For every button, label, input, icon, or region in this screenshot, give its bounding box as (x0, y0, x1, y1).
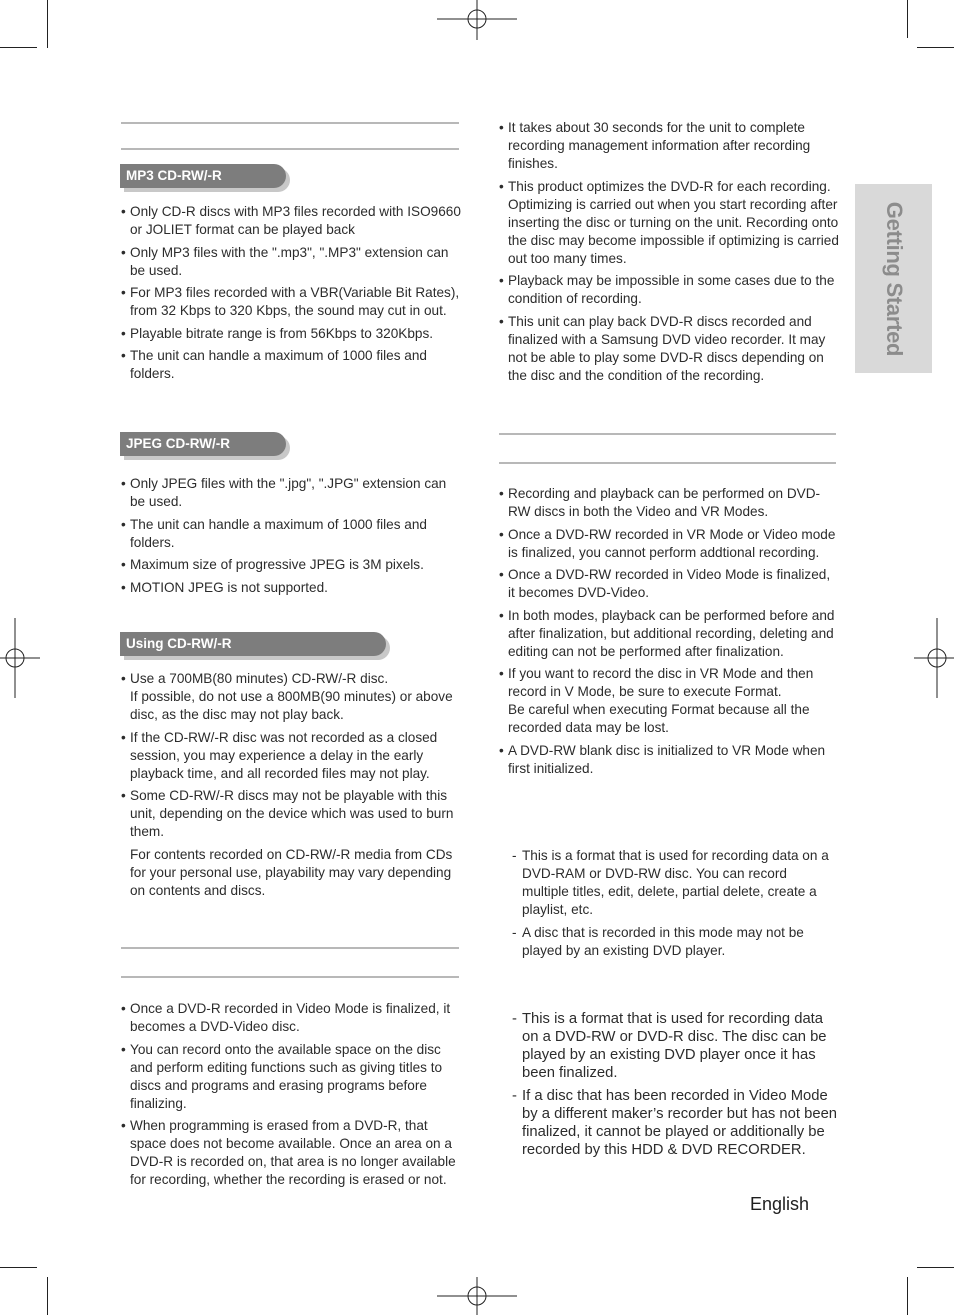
crop-mark (907, 0, 908, 38)
dvdr-notes-list (121, 1000, 461, 1194)
video-mode-list (512, 1010, 840, 1163)
list-item: • The unit can handle a maximum of 1000 files and folders. (121, 516, 427, 550)
list-item: • If you want to record the disc in VR Mode and then record in V Mode, be sure to execute Format. Be careful when executing Format because all the recorded data may be lost. (499, 666, 814, 735)
list-item: • In both modes, playback can be performed before and after finalization, but additional recording, deleting and editing can not be performed after finalization. (499, 607, 835, 659)
list-item: - A disc that is recorded in this mode may not be played by an existing DVD player. (512, 924, 804, 958)
dvdr-continued-list (499, 119, 839, 389)
crop-mark (0, 47, 37, 48)
crop-mark (917, 47, 954, 48)
cdrw-notes-list (121, 670, 461, 904)
section-rule (499, 462, 836, 464)
section-rule (121, 976, 459, 978)
crop-mark (0, 1267, 37, 1268)
registration-mark-left (0, 618, 40, 698)
list-item: • Once a DVD-RW recorded in VR Mode or Video mode is finalized, you cannot perform addtional recording. (499, 526, 836, 560)
side-tab-label: Getting Started (881, 201, 907, 356)
list-item: • Maximum size of progressive JPEG is 3M pixels. (121, 557, 424, 572)
dvdrw-notes-list (499, 485, 839, 782)
crop-mark (907, 1277, 908, 1315)
list-item: • Use a 700MB(80 minutes) CD-RW/-R disc. If possible, do not use a 800MB(90 minutes) or above disc, as the disc may not play back. (121, 671, 453, 722)
list-item: • When programming is erased from a DVD-R, that space does not become available. Once an area on a DVD-R is recorded on, that area is no longer available for recording, whether the recording is erased or not. (121, 1118, 456, 1187)
section-side-tab (855, 184, 932, 373)
list-item: • Only JPEG files with the ".jpg", ".JPG" extension can be used. (121, 476, 447, 509)
page-language-label: English (750, 1194, 810, 1214)
list-item: • This product optimizes the DVD-R for each recording. Optimizing is carried out when you start recording after inserting the disc or turning on the unit. Recording onto the disc may become impossible if optimizing is carried out too many times. (499, 178, 839, 266)
crop-mark (917, 1267, 954, 1268)
list-item: - This is a format that is used for recording data on a DVD-RAM or DVD-RW disc. You can record multiple titles, edit, delete, partial delete, create a playlist, etc. (512, 848, 829, 917)
section-rule (121, 947, 459, 949)
jpeg-section-badge (120, 432, 286, 456)
list-item: • The unit can handle a maximum of 1000 files and folders. (121, 348, 427, 381)
list-item: • Recording and playback can be performed on DVD-RW discs in both the Video and VR Modes. (499, 486, 821, 519)
list-item: • Only MP3 files with the ".mp3", ".MP3" extension can be used. (121, 244, 449, 278)
crop-mark (47, 0, 48, 48)
list-item: - This is a format that is used for recording data on a DVD-RW or DVD-R disc. The disc can be played by an existing DVD player once it has been finalized. (512, 1011, 827, 1081)
list-item: • Only CD-R discs with MP3 files recorded with ISO9660 or JOLIET format can be played back (121, 204, 461, 237)
list-item: • Playback may be impossible in some cases due to the condition of recording. (499, 273, 835, 306)
list-item: • It takes about 30 seconds for the unit to complete recording management information after recording finishes. (499, 120, 811, 171)
list-item: • MOTION JPEG is not supported. (121, 579, 328, 595)
list-item: • Once a DVD-R recorded in Video Mode is finalized, it becomes a DVD-Video disc. (121, 1001, 451, 1034)
mp3-section-badge (120, 164, 286, 188)
list-item: • Once a DVD-RW recorded in Video Mode is finalized, it becomes DVD-Video. (499, 567, 831, 600)
list-item: • This unit can play back DVD-R discs recorded and finalized with a Samsung DVD video recorder. It may not be able to play some DVD-R discs depending on the disc and the condition of the recording. (499, 313, 826, 383)
jpeg-notes-list (121, 475, 461, 601)
list-item: • For MP3 files recorded with a VBR(Variable Bit Rates), from 32 Kbps to 320 Kbps, the sound may cut in out. (121, 285, 460, 318)
crop-mark (47, 1277, 48, 1315)
vr-mode-list (512, 847, 837, 964)
list-item: • You can record onto the available space on the disc and perform editing functions such as giving titles to discs and programs and erasing programs before finalizing. (121, 1041, 443, 1111)
list-item: • If the CD-RW/-R disc was not recorded as a closed session, you may experience a delay in the early playback time, and all recorded files may not play. (121, 729, 438, 781)
mp3-notes-list (121, 203, 461, 388)
list-item: - If a disc that has been recorded in Video Mode by a different maker’s recorder but has not been finalized, it cannot be played or additionally be recorded by this HDD & DVD RECORDER. (512, 1087, 838, 1158)
section-rule (121, 148, 459, 150)
list-note: For contents recorded on CD-RW/-R media from CDs for your personal use, playability may vary depending on contents and discs. (130, 846, 453, 898)
jpeg-section-title: JPEG CD-RW/-R (120, 432, 286, 456)
cdrw-section-title: Using CD-RW/-R (120, 632, 386, 656)
registration-mark-right (914, 618, 954, 698)
registration-mark-top (437, 0, 517, 40)
list-item: • A DVD-RW blank disc is initialized to VR Mode when first initialized. (499, 742, 826, 776)
mp3-section-title: MP3 CD-RW/-R (120, 164, 286, 188)
registration-mark-bottom (437, 1277, 517, 1315)
list-item: • Some CD-RW/-R discs may not be playable with this unit, depending on the device which was used to burn them. (121, 788, 454, 839)
list-item: • Playable bitrate range is from 56Kbps to 320Kbps. (121, 325, 434, 341)
section-rule (499, 433, 836, 435)
section-rule (121, 122, 459, 124)
cdrw-section-badge (120, 632, 386, 656)
